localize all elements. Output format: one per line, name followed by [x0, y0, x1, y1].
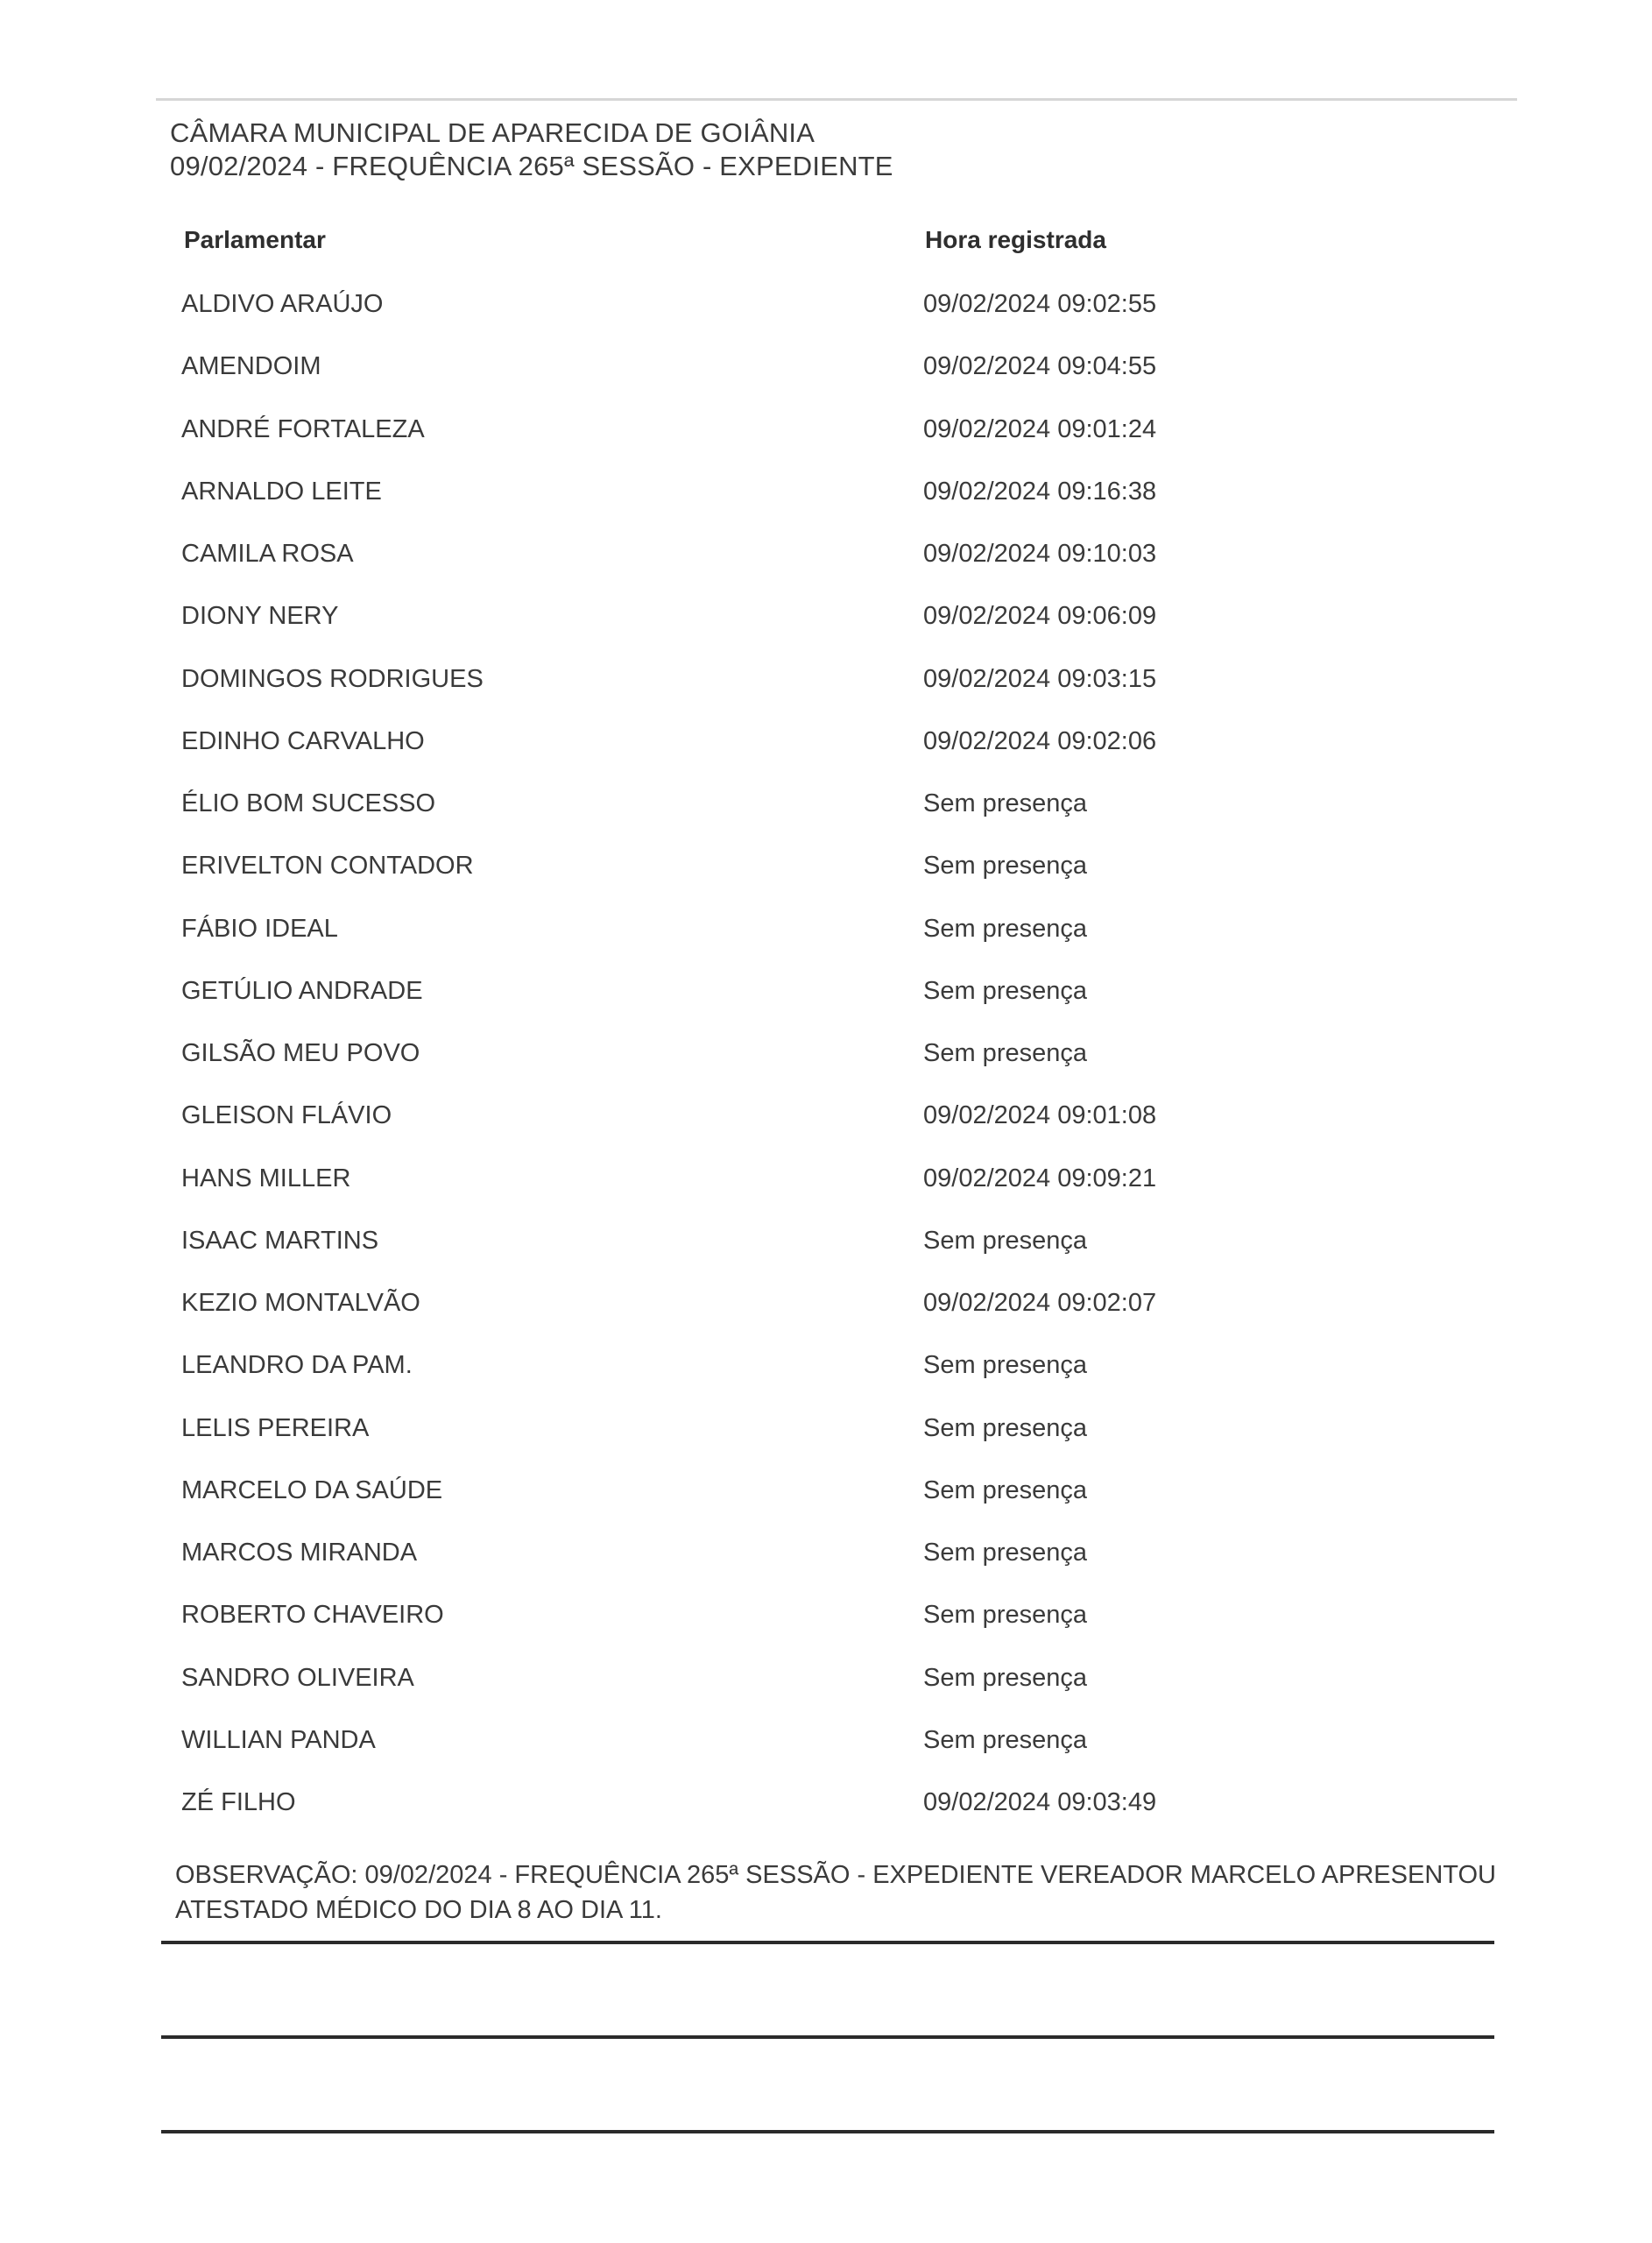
table-row	[0, 724, 1652, 759]
column-header-hora-registrada: Hora registrada	[925, 226, 1106, 253]
parlamentar-name: EDINHO CARVALHO	[181, 726, 425, 755]
table-row	[0, 1473, 1652, 1508]
parlamentar-name: MARCOS MIRANDA	[181, 1539, 418, 1567]
signature-line-2	[161, 2035, 1494, 2039]
table-row	[0, 474, 1652, 509]
hora-registrada: 09/02/2024 09:01:08	[923, 1101, 1157, 1130]
parlamentar-name: DIONY NERY	[181, 602, 339, 631]
parlamentar-name: AMENDOIM	[181, 352, 321, 381]
hora-registrada: 09/02/2024 09:02:06	[923, 726, 1157, 755]
table-row	[0, 598, 1652, 633]
hora-registrada: 09/02/2024 09:09:21	[923, 1164, 1157, 1192]
signature-line-1	[161, 1941, 1494, 1944]
hora-registrada: Sem presença	[923, 1601, 1087, 1630]
parlamentar-name: ANDRÉ FORTALEZA	[181, 414, 425, 443]
parlamentar-name: SANDRO OLIVEIRA	[181, 1663, 414, 1692]
parlamentar-name: ZÉ FILHO	[181, 1788, 296, 1816]
table-row	[0, 1285, 1652, 1320]
hora-registrada: 09/02/2024 09:02:55	[923, 290, 1157, 318]
hora-registrada: Sem presença	[923, 789, 1087, 817]
hora-registrada: 09/02/2024 09:06:09	[923, 602, 1157, 631]
table-row	[0, 662, 1652, 697]
table-row	[0, 1411, 1652, 1446]
table-row	[0, 911, 1652, 946]
hora-registrada: Sem presença	[923, 1539, 1087, 1567]
table-row	[0, 848, 1652, 883]
parlamentar-name: CAMILA ROSA	[181, 540, 354, 568]
parlamentar-name: KEZIO MONTALVÃO	[181, 1289, 420, 1317]
hora-registrada: Sem presença	[923, 1226, 1087, 1255]
hora-registrada: 09/02/2024 09:01:24	[923, 414, 1157, 443]
table-row	[0, 349, 1652, 384]
parlamentar-name: LEANDRO DA PAM.	[181, 1351, 413, 1380]
parlamentar-name: GETÚLIO ANDRADE	[181, 976, 423, 1005]
table-row	[0, 786, 1652, 821]
table-row	[0, 1161, 1652, 1196]
hora-registrada: 09/02/2024 09:03:49	[923, 1788, 1157, 1816]
column-header-parlamentar: Parlamentar	[184, 226, 326, 253]
document-header	[170, 117, 893, 183]
hora-registrada: Sem presença	[923, 1475, 1087, 1504]
parlamentar-name: DOMINGOS RODRIGUES	[181, 664, 484, 693]
parlamentar-name: HANS MILLER	[181, 1164, 351, 1192]
hora-registrada: 09/02/2024 09:10:03	[923, 540, 1157, 568]
table-row	[0, 1098, 1652, 1133]
hora-registrada: Sem presença	[923, 1725, 1087, 1754]
parlamentar-name: ARNALDO LEITE	[181, 477, 382, 506]
hora-registrada: 09/02/2024 09:03:15	[923, 664, 1157, 693]
hora-registrada: Sem presença	[923, 976, 1087, 1005]
table-row	[0, 1036, 1652, 1071]
table-row	[0, 1723, 1652, 1758]
observation-text: OBSERVAÇÃO: 09/02/2024 - FREQUÊNCIA 265ª SESSÃO - EXPEDIENTE VEREADOR MARCELO APRESENTOU ATESTADO MÉDICO DO DIA 8 AO DIA 11.	[175, 1861, 1496, 1924]
top-divider	[156, 98, 1517, 101]
hora-registrada: Sem presença	[923, 1039, 1087, 1067]
signature-line-3	[161, 2130, 1494, 2133]
parlamentar-name: LELIS PEREIRA	[181, 1413, 370, 1442]
parlamentar-name: ROBERTO CHAVEIRO	[181, 1601, 444, 1630]
parlamentar-name: WILLIAN PANDA	[181, 1725, 376, 1754]
table-row	[0, 973, 1652, 1008]
parlamentar-name: ALDIVO ARAÚJO	[181, 290, 384, 318]
institution-title: CÂMARA MUNICIPAL DE APARECIDA DE GOIÂNIA	[170, 117, 815, 148]
table-row	[0, 287, 1652, 322]
hora-registrada: Sem presença	[923, 1413, 1087, 1442]
table-row	[0, 1535, 1652, 1570]
table-row	[0, 1785, 1652, 1820]
parlamentar-name: ÉLIO BOM SUCESSO	[181, 789, 436, 817]
hora-registrada: Sem presença	[923, 914, 1087, 943]
parlamentar-name: ERIVELTON CONTADOR	[181, 852, 474, 881]
parlamentar-name: ISAAC MARTINS	[181, 1226, 379, 1255]
parlamentar-name: MARCELO DA SAÚDE	[181, 1475, 443, 1504]
table-row	[0, 1223, 1652, 1258]
table-row	[0, 536, 1652, 571]
hora-registrada: 09/02/2024 09:02:07	[923, 1289, 1157, 1317]
table-row	[0, 1660, 1652, 1695]
table-row	[0, 412, 1652, 447]
hora-registrada: 09/02/2024 09:16:38	[923, 477, 1157, 506]
hora-registrada: Sem presença	[923, 1351, 1087, 1380]
parlamentar-name: FÁBIO IDEAL	[181, 914, 338, 943]
table-row	[0, 1348, 1652, 1383]
hora-registrada: 09/02/2024 09:04:55	[923, 352, 1157, 381]
hora-registrada: Sem presença	[923, 1663, 1087, 1692]
hora-registrada: Sem presença	[923, 852, 1087, 881]
parlamentar-name: GILSÃO MEU POVO	[181, 1039, 420, 1067]
table-row	[0, 1597, 1652, 1632]
session-title: 09/02/2024 - FREQUÊNCIA 265ª SESSÃO - EXPEDIENTE	[170, 151, 893, 181]
parlamentar-name: GLEISON FLÁVIO	[181, 1101, 392, 1130]
